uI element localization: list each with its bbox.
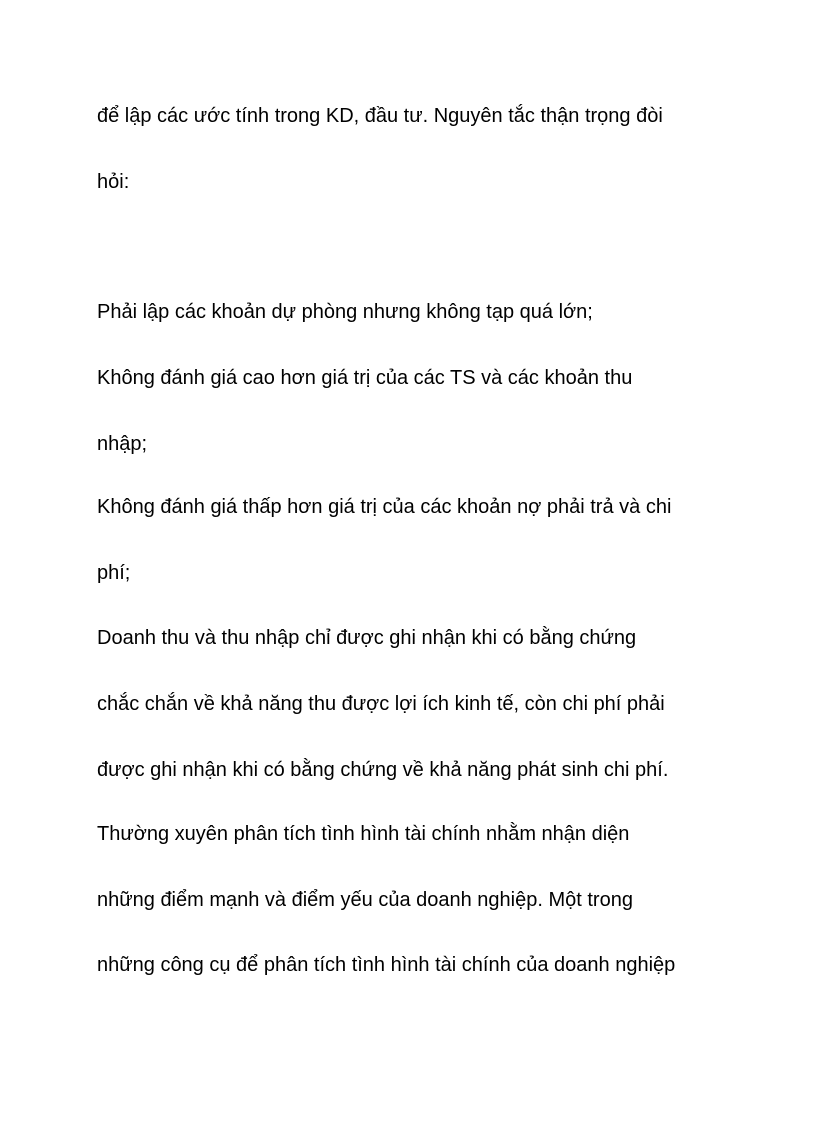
text-line: Thường xuyên phân tích tình hình tài chính nhằm nhận diện (97, 823, 630, 845)
text-line: những điểm mạnh và điểm yếu của doanh nghiệp. Một trong (97, 889, 633, 911)
text-line: Doanh thu và thu nhập chỉ được ghi nhận khi có bằng chứng (97, 627, 637, 649)
text-line: được ghi nhận khi có bằng chứng về khả năng phát sinh chi phí. (97, 759, 669, 781)
text-line: Không đánh giá cao hơn giá trị của các TS và các khoản thu (97, 367, 633, 389)
text-line: chắc chắn về khả năng thu được lợi ích kinh tế, còn chi phí phải (97, 693, 665, 715)
text-line: Không đánh giá thấp hơn giá trị của các khoản nợ phải trả và chi (97, 496, 672, 518)
text-line: những công cụ để phân tích tình hình tài chính của doanh nghiệp (97, 954, 676, 976)
text-line: để lập các ước tính trong KD, đầu tư. Nguyên tắc thận trọng đòi (97, 105, 663, 127)
text-line: Phải lập các khoản dự phòng nhưng không tạp quá lớn; (97, 301, 593, 323)
text-line: nhập; (97, 433, 148, 455)
text-line: phí; (97, 562, 131, 584)
text-line: hỏi: (97, 171, 130, 193)
